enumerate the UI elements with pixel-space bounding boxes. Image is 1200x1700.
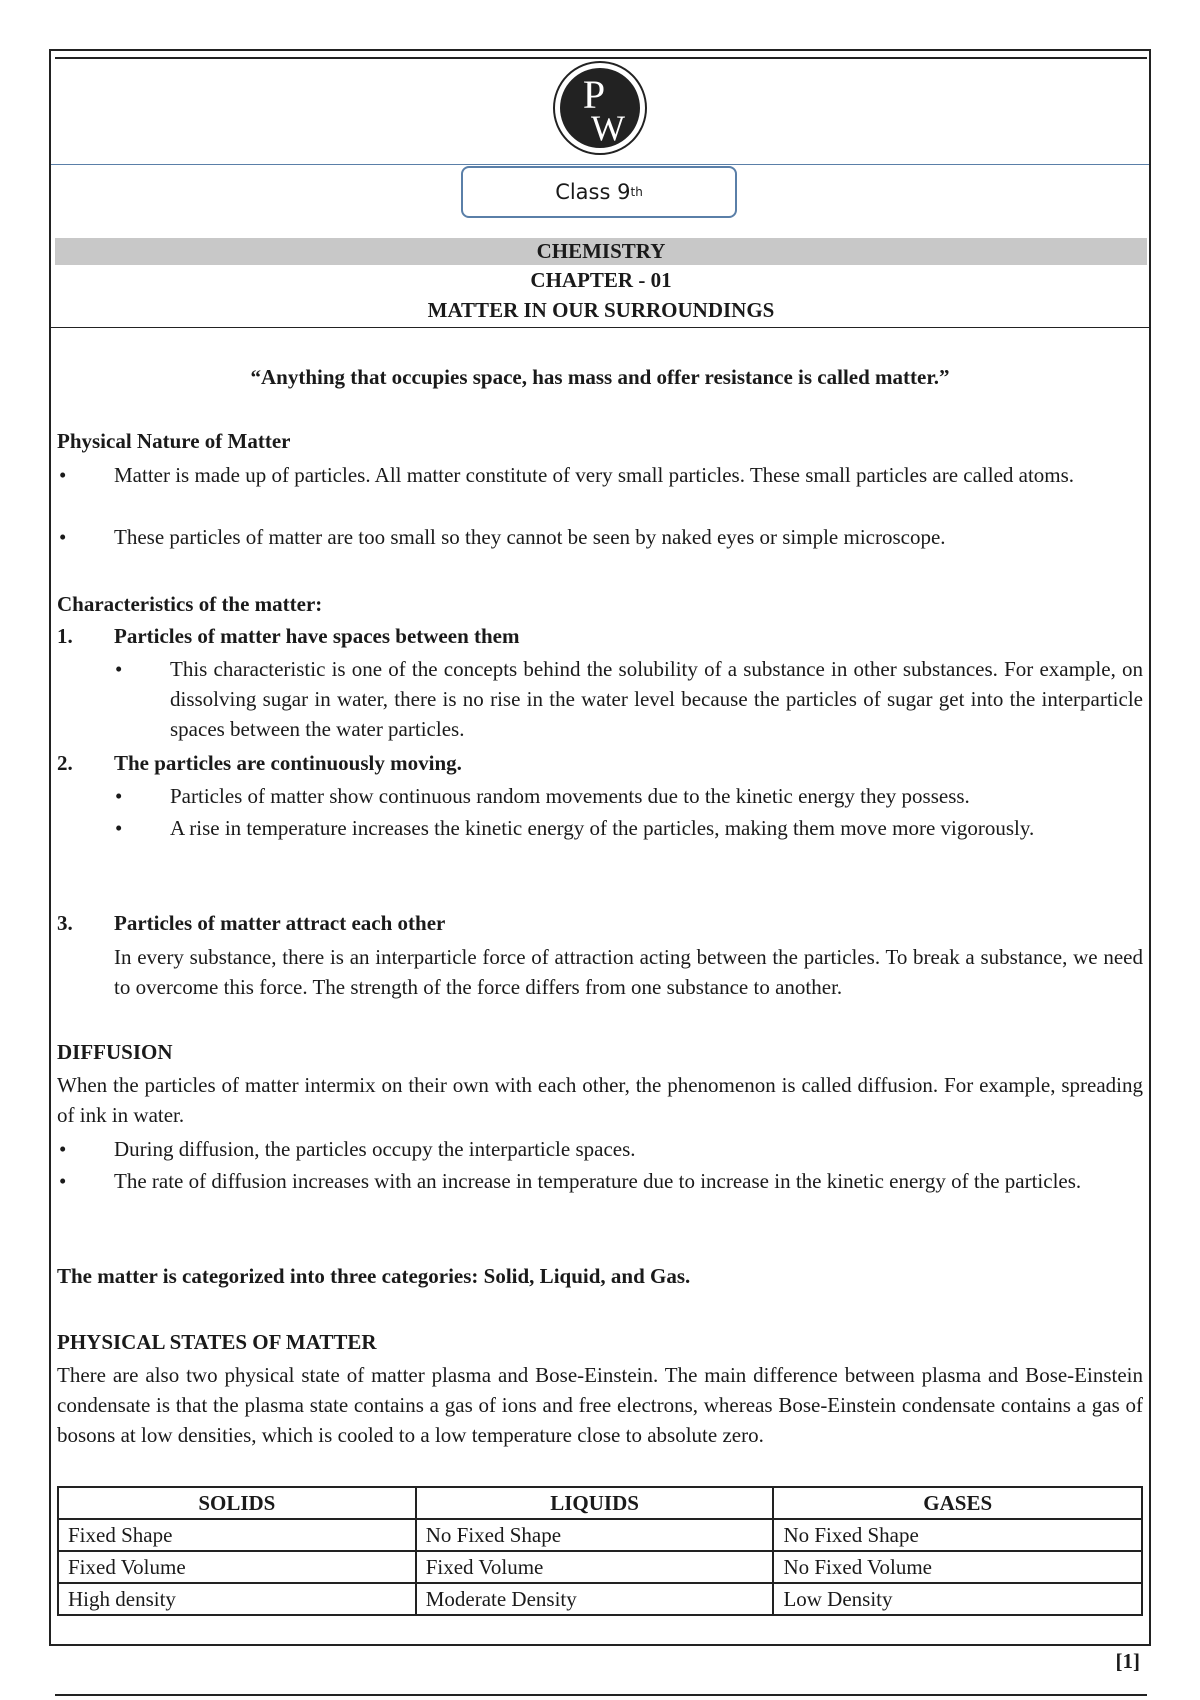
pw-logo-icon (552, 60, 648, 156)
header-top-rule (55, 57, 1147, 59)
svg-text:P: P (582, 72, 606, 117)
characteristic-item (57, 908, 1143, 938)
characteristic-item (57, 621, 1143, 651)
chapter-title: MATTER IN OUR SURROUNDINGS (427, 298, 775, 322)
bullet-dot-icon: • (115, 784, 123, 808)
column-header: GASES (773, 1487, 1142, 1519)
list-item-text: During diffusion, the particles occupy the interparticle spaces. (114, 1137, 636, 1161)
table-cell: No Fixed Volume (773, 1551, 1142, 1583)
column-header: SOLIDS (58, 1487, 416, 1519)
list-item (57, 813, 1143, 873)
list-item (57, 781, 1143, 811)
attraction-paragraph: In every substance, there is an interparticle force of attraction acting between the particles. To break a substance, we need to overcome this force. The strength of the force differs from one substance to another. (114, 945, 1143, 999)
class-badge (461, 166, 737, 218)
categories-statement: The matter is categorized into three categories: Solid, Liquid, and Gas. (57, 1264, 691, 1288)
list-item-text: A rise in temperature increases the kinetic energy of the particles, making them move more vigorously. (170, 816, 1035, 840)
characteristics-heading: Characteristics of the matter: (57, 592, 323, 616)
list-item-text: Particles of matter show continuous random movements due to the kinetic energy they possess. (170, 784, 970, 808)
table-cell: High density (58, 1583, 416, 1615)
table-cell: Fixed Volume (416, 1551, 774, 1583)
table-row (58, 1583, 1142, 1615)
list-item (57, 1166, 1143, 1226)
list-item-text: The rate of diffusion increases with an increase in temperature due to increase in the kinetic energy of the particles. (114, 1169, 1082, 1193)
table-header-row (58, 1487, 1142, 1519)
page-number: [1] (1115, 1649, 1140, 1673)
list-item (57, 1134, 1143, 1164)
bullet-dot-icon: • (59, 1169, 67, 1193)
title-rule (51, 327, 1149, 328)
table-cell: Low Density (773, 1583, 1142, 1615)
list-item-text: This characteristic is one of the concepts behind the solubility of a substance in other substances. For example, on dissolving sugar in water, there is no rise in the water level because the particles of sugar get into the interparticle spaces between the water particles. (170, 657, 1143, 741)
physical-states-heading: PHYSICAL STATES OF MATTER (57, 1330, 377, 1354)
svg-text:W: W (591, 108, 625, 148)
bullet-dot-icon: • (59, 1137, 67, 1161)
diffusion-paragraph: When the particles of matter intermix on their own with each other, the phenomenon is called diffusion. For example, spreading of ink in water. (57, 1073, 1143, 1127)
chapter-number: CHAPTER - 01 (530, 268, 672, 292)
list-item-text: Matter is made up of particles. All matter constitute of very small particles. These small particles are called atoms. (114, 463, 1075, 487)
class-suffix: th (630, 185, 643, 199)
list-item-text: These particles of matter are too small so they cannot be seen by naked eyes or simple microscope. (114, 525, 946, 549)
bullet-dot-icon: • (115, 657, 123, 681)
list-item (57, 654, 1143, 744)
physical-states-paragraph: There are also two physical state of matter plasma and Bose-Einstein. The main difference between plasma and Bose-Einstein condensate is that the plasma state contains a gas of ions and free electrons, whereas Bose-Einstein condensate contains a gas of bosons at low densities, which is cooled to a low temperature close to absolute zero. (57, 1363, 1143, 1447)
states-of-matter-table (57, 1486, 1143, 1616)
header-rule (51, 164, 1149, 165)
item-title: Particles of matter attract each other (114, 911, 446, 935)
table-cell: No Fixed Shape (416, 1519, 774, 1551)
table-cell: Fixed Shape (58, 1519, 416, 1551)
table-row (58, 1551, 1142, 1583)
physical-nature-heading: Physical Nature of Matter (57, 429, 291, 453)
class-label: Class 9 (555, 180, 631, 204)
bullet-dot-icon: • (59, 525, 67, 549)
table-cell: No Fixed Shape (773, 1519, 1142, 1551)
item-title: Particles of matter have spaces between them (114, 624, 520, 648)
matter-definition: “Anything that occupies space, has mass and offer resistance is called matter.” (250, 365, 950, 389)
table-cell: Moderate Density (416, 1583, 774, 1615)
list-item (57, 460, 1143, 520)
table-row (58, 1519, 1142, 1551)
column-header: LIQUIDS (416, 1487, 774, 1519)
list-item (57, 522, 1143, 552)
footer-rule (55, 1694, 1147, 1696)
item-number: 1. (57, 624, 73, 648)
subject-title: CHEMISTRY (55, 238, 1147, 265)
bullet-dot-icon: • (115, 816, 123, 840)
diffusion-heading: DIFFUSION (57, 1040, 173, 1064)
table-cell: Fixed Volume (58, 1551, 416, 1583)
item-number: 2. (57, 751, 73, 775)
item-title: The particles are continuously moving. (114, 751, 462, 775)
characteristic-item (57, 748, 1143, 778)
item-number: 3. (57, 911, 73, 935)
bullet-dot-icon: • (59, 463, 67, 487)
